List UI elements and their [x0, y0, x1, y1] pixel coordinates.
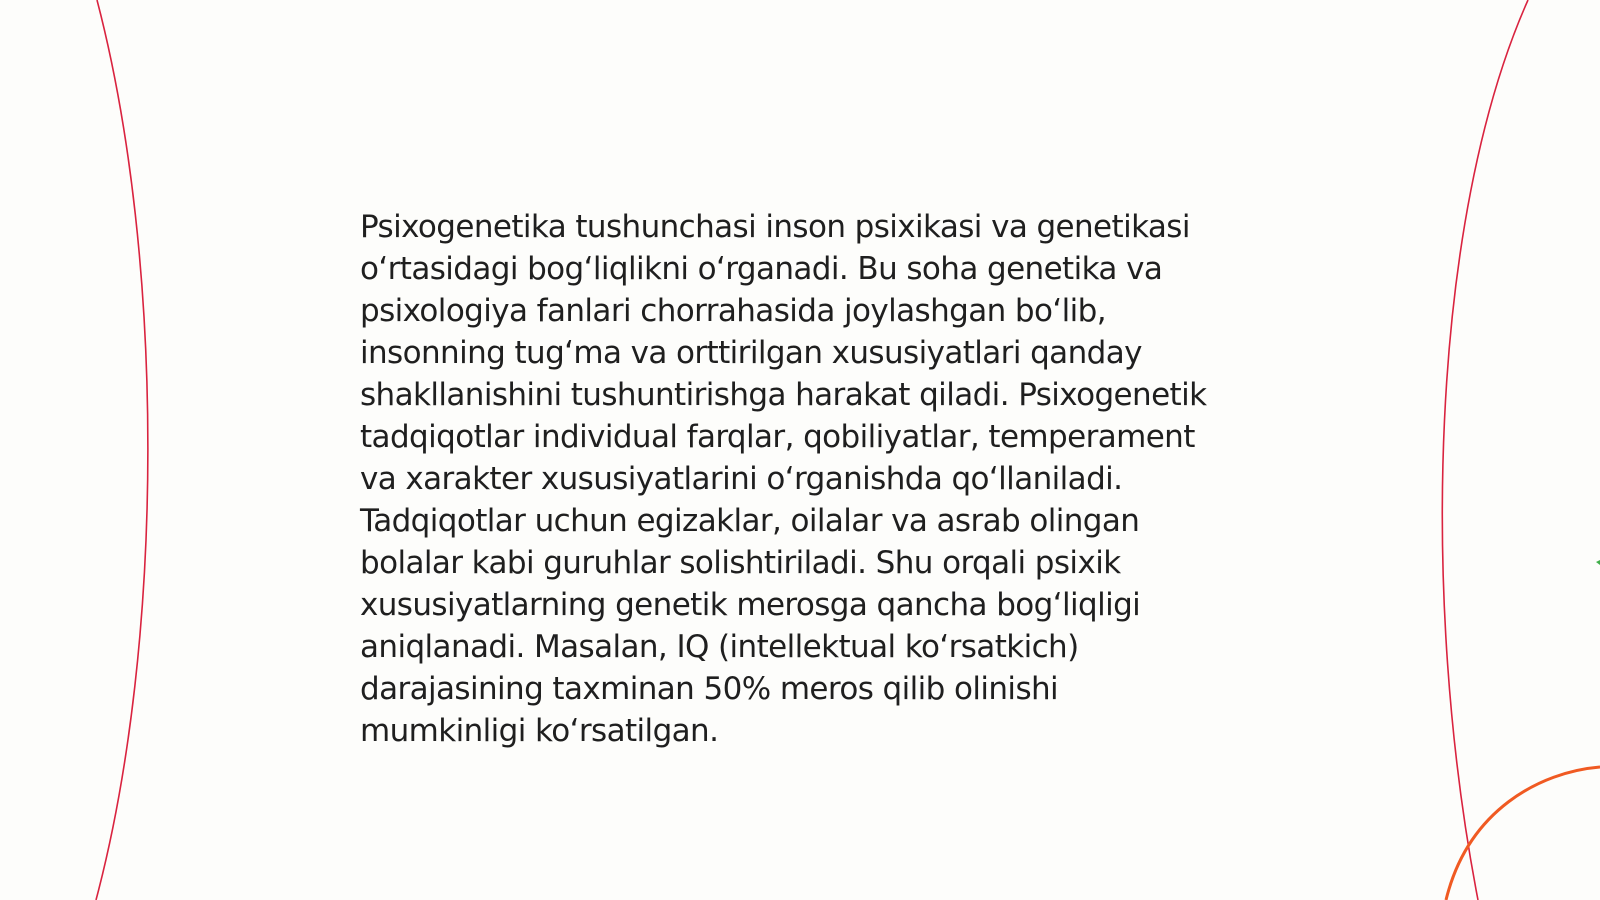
slide-body-text: Psixogenetika tushunchasi inson psixikasi va genetikasi oʻrtasidagi bogʻliqlikni oʻrganadi. Bu soha genetika va psixologiya fanlari chorrahasida joylashgan boʻlib, insonning tugʻma va orttirilgan xususiyatlari qanday shakllanishini tushuntirishga harakat qiladi. Psixogenetik tadqiqotlar individual farqlar, qobiliyatlar, temperament va xarakter xususiyatlarini oʻrganishda qoʻllaniladi. Tadqiqotlar uchun egizaklar, oilalar va asrab olingan bolalar kabi guruhlar solishtiriladi. Shu orqali psixik xususiyatlarning genetik merosga qancha bogʻliqligi aniqlanadi. Masalan, IQ (intellektual koʻrsatkich) darajasining taxminan 50% meros qilib olinishi mumkinligi koʻrsatilgan.: [360, 209, 1207, 749]
left-red-curve: [96, 0, 148, 900]
right-red-curve: [1442, 0, 1528, 900]
orange-arc: [1446, 767, 1600, 900]
green-accent-mark: [1596, 560, 1600, 565]
